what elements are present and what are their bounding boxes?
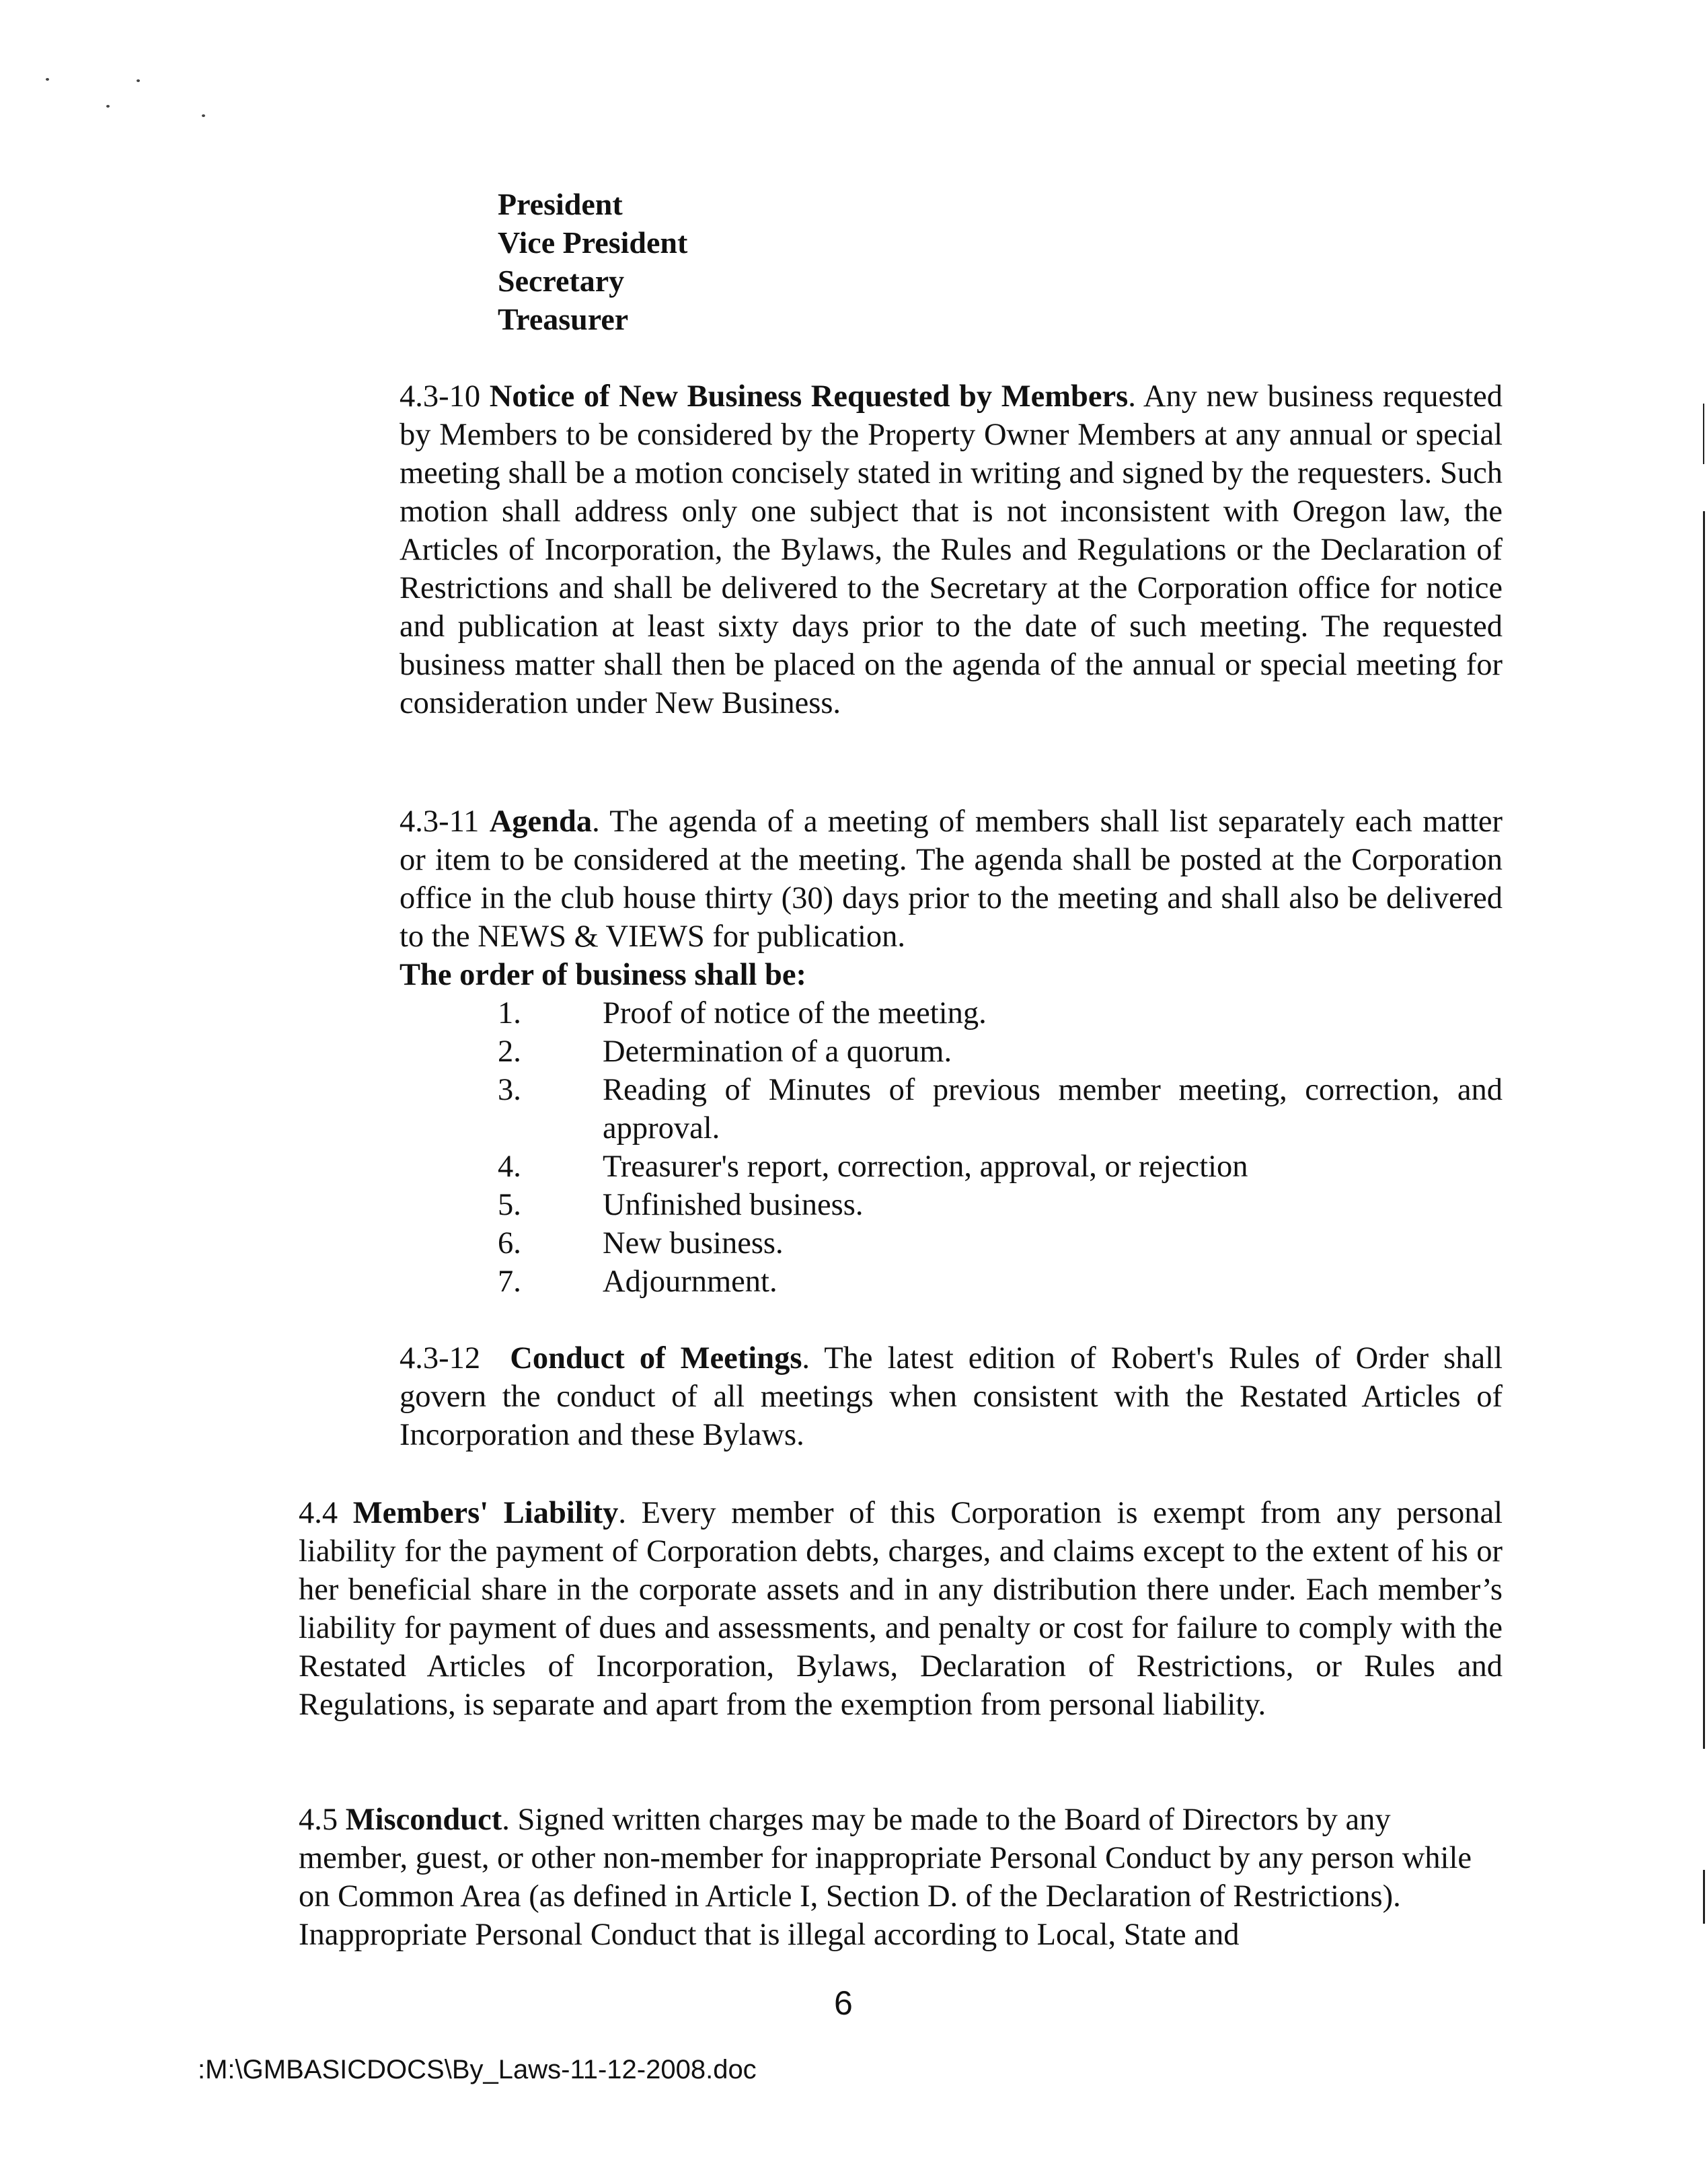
scan-speck (137, 79, 140, 82)
order-of-business-heading: The order of business shall be: (400, 958, 807, 992)
section-heading: Conduct of Meetings (510, 1341, 802, 1376)
list-item-text: Determination of a quorum. (603, 1034, 952, 1069)
section-heading: Agenda (489, 804, 593, 839)
section-number: 4.3-12 (400, 1341, 481, 1376)
section-body: . Any new business requested by Members to be considered by the Property Owner Members at any annual or special meeting shall be a motion concisely stated in writing and signed by the requesters. Such motion shall address only one subject that is not inconsistent with Oregon law, the Articles of Incorporation, the Bylaws, the Rules and Regulations or the Declaration of Restrictions and shall be delivered to the Secretary at the Corporation office for notice and publication at least sixty days prior to the date of such meeting. The requested business matter shall then be placed on the agenda of the annual or special meeting for consideration under New Business. (400, 379, 1503, 720)
list-item (498, 1071, 1503, 1147)
list-item-number: 3. (498, 1073, 521, 1107)
officer-title: President (498, 187, 623, 221)
list-item-number: 7. (498, 1265, 521, 1299)
section-number: 4.5 (299, 1803, 338, 1837)
section-4-3-12 (400, 1339, 1503, 1454)
section-body: . Signed written charges may be made to the Board of Directors by any member, guest, or other non-member for inappropriate Personal Conduct by any person while on Common Area (as defined in Article I, Section D. of the Declaration of Restrictions). Inappropriate Personal Conduct that is illegal according to Local, State and (299, 1803, 1472, 1952)
footer-file-path: :M:\GMBASICDOCS\By_Laws-11-12-2008.doc (198, 2055, 757, 2084)
list-item-text: Unfinished business. (603, 1188, 864, 1222)
list-item-number: 6. (498, 1226, 521, 1260)
section-heading: Misconduct (345, 1803, 502, 1837)
list-item (498, 1032, 1503, 1071)
section-body: . The agenda of a meeting of members shall list separately each matter or item to be considered at the meeting. The agenda shall be posted at the Corporation office in the club house thirty (30) days prior to the meeting and shall also be delivered to the NEWS & VIEWS for publication. (400, 804, 1503, 954)
scan-speck (46, 78, 49, 81)
order-of-business-list (498, 994, 1503, 1301)
list-item-text: New business. (603, 1226, 784, 1260)
officer-title: Treasurer (498, 302, 629, 336)
list-item (498, 994, 1503, 1032)
section-number: 4.3-11 (400, 804, 480, 839)
list-item (498, 1147, 1503, 1186)
list-item (498, 1186, 1503, 1224)
list-item-text: Adjournment. (603, 1265, 777, 1299)
list-item-number: 2. (498, 1034, 521, 1069)
section-4-5 (299, 1801, 1503, 1954)
list-item (498, 1224, 1503, 1263)
list-item-text: Proof of notice of the meeting. (603, 996, 987, 1030)
list-item-number: 1. (498, 996, 521, 1030)
scan-speck (106, 105, 110, 108)
section-4-3-10 (400, 377, 1503, 722)
scan-edge-mark (1703, 404, 1704, 464)
section-4-3-11 (400, 802, 1503, 956)
section-heading: Notice of New Business Requested by Members (489, 379, 1129, 414)
officer-title: Secretary (498, 264, 625, 298)
section-4-4 (299, 1494, 1503, 1724)
section-number: 4.3-10 (400, 379, 481, 414)
list-item-number: 4. (498, 1150, 521, 1184)
scan-speck (202, 114, 205, 117)
scan-edge-mark (1703, 511, 1705, 1749)
officer-title: Vice President (498, 225, 688, 260)
page-number: 6 (834, 1984, 853, 2022)
section-heading: Members' Liability (352, 1496, 619, 1530)
section-number: 4.4 (299, 1496, 338, 1530)
list-item-text: Reading of Minutes of previous member meeting, correction, and approval. (603, 1073, 1503, 1145)
scan-edge-mark (1703, 1870, 1705, 1924)
officers-list (498, 185, 687, 338)
section-body: . The latest edition of Robert's Rules of Order shall govern the conduct of all meetings when consistent with the Restated Articles of Incorporation and these Bylaws. (400, 1341, 1503, 1452)
list-item-number: 5. (498, 1188, 521, 1222)
section-body: . Every member of this Corporation is exempt from any personal liability for the payment of Corporation debts, charges, and claims except to the extent of his or her beneficial share in the corporate assets and in any distribution there under. Each member’s liability for payment of dues and assessments, and penalty or cost for failure to comply with the Restated Articles of Incorporation, Bylaws, Declaration of Restrictions, or Rules and Regulations, is separate and apart from the exemption from personal liability. (299, 1496, 1503, 1722)
list-item (498, 1263, 1503, 1301)
list-item-text: Treasurer's report, correction, approval, or rejection (603, 1150, 1248, 1184)
